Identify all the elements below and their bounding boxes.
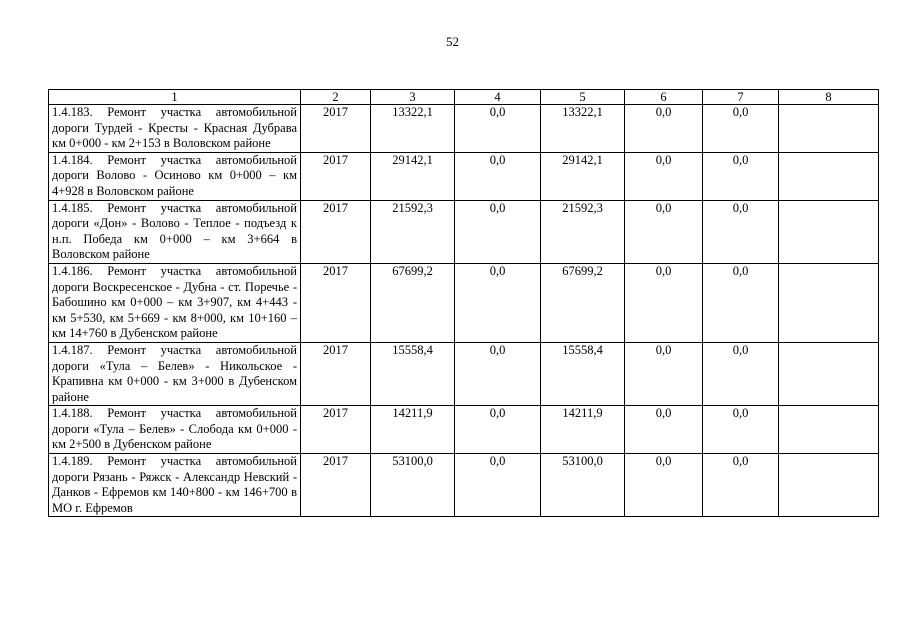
row-col6: 0,0 [625, 105, 703, 153]
row-col3: 53100,0 [371, 454, 455, 517]
table-row [49, 152, 879, 200]
row-col5: 21592,3 [541, 200, 625, 263]
table-row [49, 342, 879, 405]
table-row [49, 406, 879, 454]
row-col5: 13322,1 [541, 105, 625, 153]
row-col6: 0,0 [625, 263, 703, 342]
row-col8 [779, 406, 879, 454]
row-col6: 0,0 [625, 152, 703, 200]
row-description: 1.4.188. Ремонт участка автомобильной дороги «Тула – Белев» - Слобода км 0+000 - км 2+500 в Дубенском районе [49, 406, 301, 454]
row-col7: 0,0 [703, 454, 779, 517]
row-col7: 0,0 [703, 200, 779, 263]
row-year: 2017 [301, 454, 371, 517]
row-col7: 0,0 [703, 342, 779, 405]
page-number: 52 [446, 34, 459, 49]
row-col7: 0,0 [703, 152, 779, 200]
row-year: 2017 [301, 152, 371, 200]
row-year: 2017 [301, 200, 371, 263]
row-col3: 15558,4 [371, 342, 455, 405]
row-col3: 67699,2 [371, 263, 455, 342]
row-col7: 0,0 [703, 406, 779, 454]
row-col3: 14211,9 [371, 406, 455, 454]
column-header: 3 [371, 90, 455, 105]
row-col3: 29142,1 [371, 152, 455, 200]
row-col6: 0,0 [625, 200, 703, 263]
row-description: 1.4.187. Ремонт участка автомобильной дороги «Тула – Белев» - Никольское - Крапивна км 0+000 - км 3+000 в Дубенском районе [49, 342, 301, 405]
row-year: 2017 [301, 105, 371, 153]
row-col6: 0,0 [625, 342, 703, 405]
row-col5: 15558,4 [541, 342, 625, 405]
row-col5: 29142,1 [541, 152, 625, 200]
row-description: 1.4.189. Ремонт участка автомобильной дороги Рязань - Ряжск - Александр Невский - Данков - Ефремов км 140+800 - км 146+700 в МО г. Ефремов [49, 454, 301, 517]
row-description: 1.4.184. Ремонт участка автомобильной дороги Волово - Осиново км 0+000 – км 4+928 в Воловском районе [49, 152, 301, 200]
row-description: 1.4.183. Ремонт участка автомобильной дороги Турдей - Кресты - Красная Дубрава км 0+000 - км 2+153 в Воловском районе [49, 105, 301, 153]
column-header: 7 [703, 90, 779, 105]
row-year: 2017 [301, 406, 371, 454]
column-header: 8 [779, 90, 879, 105]
row-year: 2017 [301, 342, 371, 405]
row-col7: 0,0 [703, 105, 779, 153]
table-row [49, 200, 879, 263]
row-col4: 0,0 [455, 263, 541, 342]
row-col5: 14211,9 [541, 406, 625, 454]
row-col6: 0,0 [625, 454, 703, 517]
column-header: 4 [455, 90, 541, 105]
row-col4: 0,0 [455, 406, 541, 454]
table-row [49, 105, 879, 153]
table-row [49, 454, 879, 517]
column-header: 2 [301, 90, 371, 105]
row-col7: 0,0 [703, 263, 779, 342]
row-col3: 13322,1 [371, 105, 455, 153]
row-col3: 21592,3 [371, 200, 455, 263]
row-description: 1.4.186. Ремонт участка автомобильной дороги Воскресенское - Дубна - ст. Поречье - Бабошино км 0+000 – км 3+907, км 4+443 - км 5+530, км 5+669 - км 8+000, км 10+160 – км 14+760 в Дубенском районе [49, 263, 301, 342]
table-row [49, 263, 879, 342]
row-col8 [779, 105, 879, 153]
row-col4: 0,0 [455, 105, 541, 153]
row-description: 1.4.185. Ремонт участка автомобильной дороги «Дон» - Волово - Теплое - подъезд к н.п. Победа км 0+000 – км 3+664 в Воловском районе [49, 200, 301, 263]
row-col4: 0,0 [455, 454, 541, 517]
table-header-row [49, 90, 879, 105]
column-header: 6 [625, 90, 703, 105]
row-col4: 0,0 [455, 342, 541, 405]
row-col5: 67699,2 [541, 263, 625, 342]
row-col4: 0,0 [455, 200, 541, 263]
row-col4: 0,0 [455, 152, 541, 200]
column-header: 1 [49, 90, 301, 105]
row-col8 [779, 454, 879, 517]
row-year: 2017 [301, 263, 371, 342]
column-header: 5 [541, 90, 625, 105]
row-col8 [779, 342, 879, 405]
row-col6: 0,0 [625, 406, 703, 454]
data-table [48, 89, 879, 517]
row-col8 [779, 263, 879, 342]
row-col5: 53100,0 [541, 454, 625, 517]
row-col8 [779, 152, 879, 200]
row-col8 [779, 200, 879, 263]
